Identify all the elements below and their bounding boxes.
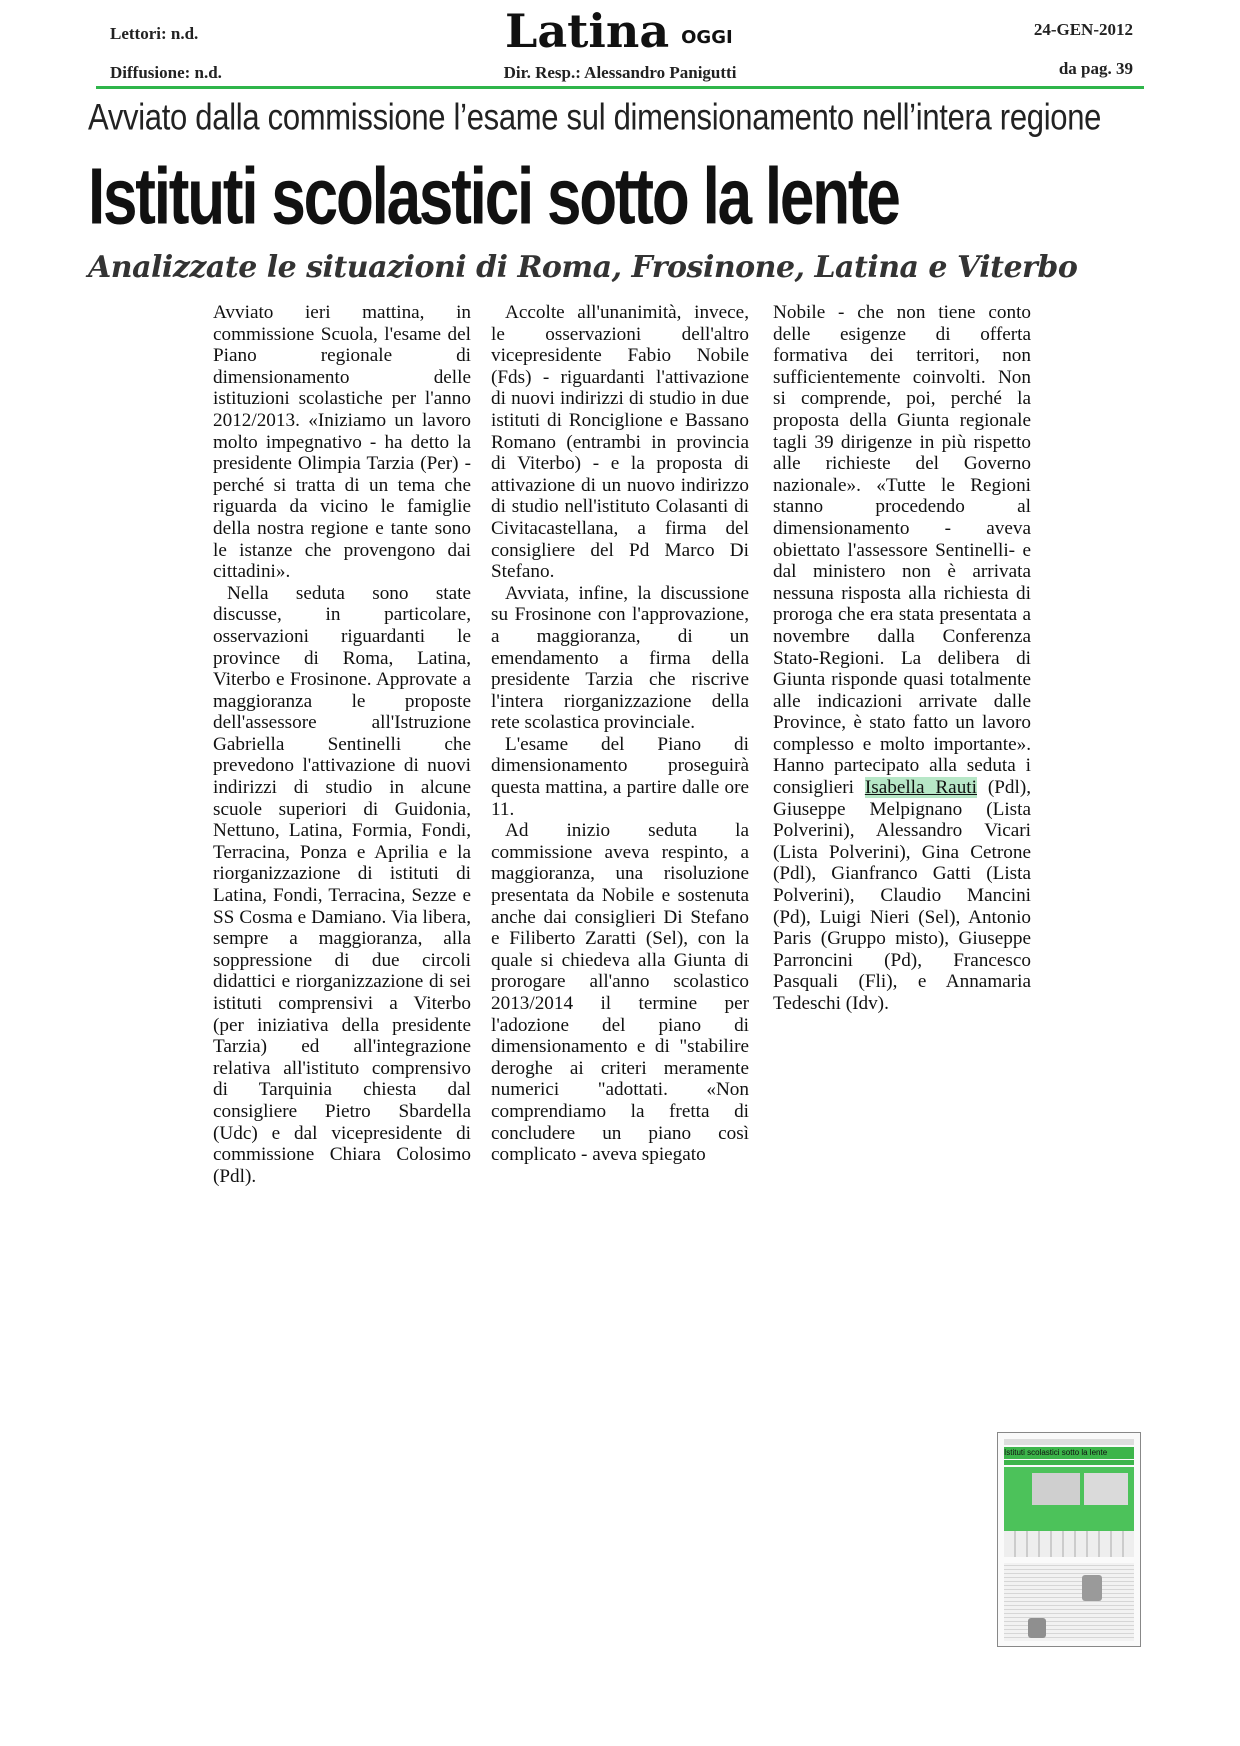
thumb-portrait — [1082, 1575, 1102, 1601]
masthead-sub: OGGI — [681, 27, 733, 48]
article-column-2 — [491, 302, 749, 1166]
director-label: Dir. Resp.: Alessandro Panigutti — [503, 63, 737, 82]
text-run: (Pdl), Giuseppe Melpignano (Lista Polverini), Alessandro Vicari (Lista Polverini), Gina Cetrone (Pdl), Gianfranco Gatti (Lista Polverini), Claudio Mancini (Pd), Luigi Nieri (Sel), Antonio Paris (Gruppo misto), Giuseppe Parroncini (Pd), Francesco Pasquali (Fli), e Annamaria Tedeschi (Idv). — [773, 777, 1032, 1014]
article-subhead: Analizzate le situazioni di Roma, Frosinone, Latina e Viterbo — [88, 250, 1078, 285]
thumb-header — [1004, 1439, 1134, 1445]
paragraph: Nella seduta sono state discusse, in particolare, osservazioni riguardanti le province di Roma, Latina, Viterbo e Frosinone. Approvate a maggioranza le proposte dell'assessore all'Istruzione Gabriella Sentinelli che prevedono l'attivazione di nuovi indirizzi di studio in alcune scuole superiori di Guidonia, Nettuno, Latina, Formia, Fondi, Terracina, Ponza e Aprilia e la riorganizzazione di istituti di Latina, Fondi, Terracina, Sezze e SS Cosma e Damiano. Via libera, sempre a maggioranza, alla soppressione di due circoli didattici e riorganizzazione di sei istituti comprensivi a Viterbo (per iniziativa della presidente Tarzia) ed all'integrazione relativa all'istituto comprensivo di Tarquinia chiesta dal consigliere Pietro Sbardella (Udc) e dal vicepresidente di commissione Chiara Colosimo (Pdl). — [213, 582, 471, 1187]
masthead-logo — [505, 4, 733, 58]
diffusione-label: Diffusione: n.d. — [110, 63, 222, 82]
paragraph: Accolte all'unanimità, invece, le osservazioni dell'altro vicepresidente Fabio Nobile (Fds) - riguardanti l'attivazione di nuovi indirizzi di studio in due istituti di Ronciglione e Bassano Romano (entrambi in provincia di Viterbo) - e la proposta di attivazione di un nuovo indirizzo di studio nell'istituto Colasanti di Civitacastellana, a firma del consigliere del Pd Marco Di Stefano. — [491, 302, 749, 583]
paragraph: L'esame del Piano di dimensionamento proseguirà questa mattina, a partire dalle ore 11. — [491, 733, 749, 820]
article-column-3 — [773, 302, 1031, 1015]
article-headline: Istituti scolastici sotto la lente — [88, 153, 899, 242]
thumb-columns — [1004, 1531, 1134, 1557]
text-run: Nobile - che non tiene conto delle esigenze di offerta formativa dei territori, non sufficientemente coinvolti. Non si comprende, poi, perché la proposta della Giunta regionale tagli 39 dirigenze in più rispetto alle richieste del Governo nazionale». «Tutte le Regioni stanno procedendo al dimensionamento - aveva obiettato l'assessore Sentinelli- e dal ministero non è arrivata nessuna risposta alla richiesta di proroga che era stata presentata a novembre dalla Conferenza Stato-Regioni. La delibera di Giunta risponde quasi totalmente alle indicazioni arrivate dalle Province, è stato fatto un lavoro complesso e molto importante». Hanno partecipato alla seduta i consiglieri — [773, 302, 1031, 799]
thumb-photo — [1032, 1473, 1080, 1505]
paragraph: Ad inizio seduta la commissione aveva respinto, a maggioranza, una risoluzione presentata da Nobile e sostenuta anche dai consiglieri Di Stefano e Filiberto Zaratti (Sel), con la quale si chiedeva alla Giunta di prorogare all'anno scolastico 2013/2014 il termine per l'adozione del piano di dimensionamento e di "stabilire deroghe ai criteri meramente numerici "adottati. «Non comprendiamo la fretta di concludere un piano così complicato - aveva spiegato — [491, 820, 749, 1166]
thumb-photo — [1084, 1473, 1128, 1505]
thumb-subtitle-bar — [1004, 1460, 1134, 1465]
lettori-label: Lettori: n.d. — [110, 24, 199, 43]
thumb-title: Istituti scolastici sotto la lente — [1004, 1447, 1134, 1459]
masthead-main: Latina — [505, 4, 670, 58]
article-kicker: Avviato dalla commissione l’esame sul dimensionamento nell’intera regione — [88, 96, 1102, 138]
highlighted-name: Isabella Rauti — [864, 777, 977, 799]
paragraph: Avviata, infine, la discussione su Frosinone con l'approvazione, a maggioranza, di un emendamento a firma della presidente Tarzia che riscrive l'intera riorganizzazione della rete scolastica provinciale. — [491, 582, 749, 734]
article-column-1 — [213, 302, 471, 1187]
header-rule — [96, 86, 1144, 89]
thumb-lower-articles — [1004, 1563, 1134, 1641]
page-number: da pag. 39 — [1058, 59, 1133, 78]
publication-date: 24-GEN-2012 — [1033, 20, 1133, 39]
paragraph — [773, 302, 1031, 1015]
paragraph: Avviato ieri mattina, in commissione Scuola, l'esame del Piano regionale di dimensionamento delle istituzioni scolastiche per l'anno 2012/2013. «Iniziamo un lavoro molto impegnativo - ha detto la presidente Olimpia Tarzia (Per) - perché si tratta di un tema che riguarda da vicino le famiglie della nostra regione e tante sono le istanze che provengono dai cittadini». — [213, 302, 471, 583]
page-thumbnail — [997, 1432, 1141, 1647]
thumb-portrait — [1028, 1618, 1046, 1638]
